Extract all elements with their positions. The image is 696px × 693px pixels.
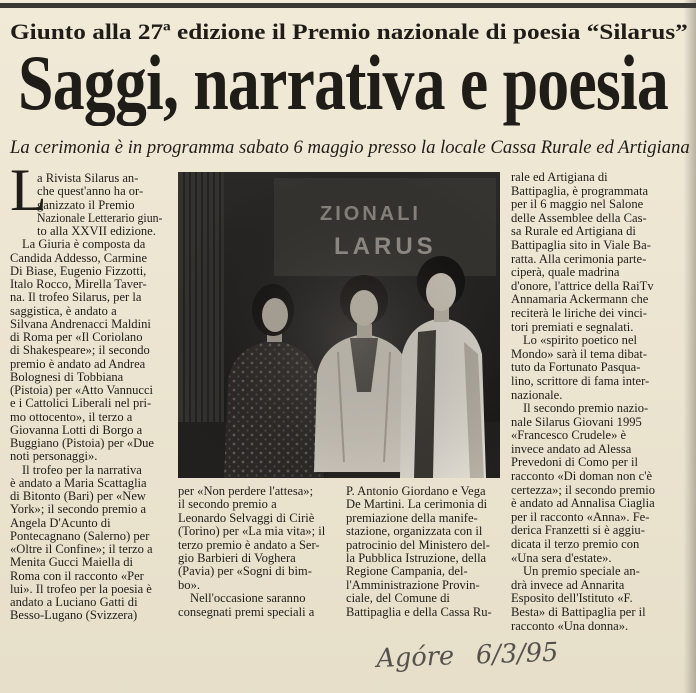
text-line xyxy=(346,539,500,552)
text-line-content: andato a Luciano Gatti di xyxy=(10,595,138,609)
text-line xyxy=(10,596,163,609)
ceremony-photo xyxy=(178,172,500,478)
text-line-content: nazionale. xyxy=(511,387,563,402)
text-line-content: P. Antonio Giordano e Vega xyxy=(346,484,486,498)
text-line xyxy=(511,416,685,430)
text-line-content: dicata il terzo premio con xyxy=(511,537,640,552)
text-line xyxy=(511,524,685,538)
text-line-content: di Bitonto (Bari) per «New xyxy=(10,489,146,503)
text-line-content: Buggiano (Pistoia) per «Due xyxy=(10,436,154,450)
text-line xyxy=(346,552,500,565)
text-line xyxy=(523,334,685,348)
text-line-content: nale Silarus Giovani 1995 xyxy=(511,414,642,429)
top-rule xyxy=(0,3,696,8)
text-line-content: mo ottocento», il terzo a xyxy=(10,409,133,424)
text-line-content: Annamaria Ackermann che xyxy=(511,292,649,307)
text-line-content: Il secondo premio nazio- xyxy=(523,401,649,416)
text-line xyxy=(511,538,685,552)
text-line-content: «Oltre il Confine»; il terzo a xyxy=(10,542,153,556)
text-line xyxy=(10,530,163,543)
text-line xyxy=(10,411,163,424)
text-line xyxy=(37,199,163,212)
text-line-content: De Martini. La cerimonia di xyxy=(346,497,488,512)
text-line-content: lui». Il trofeo per la poesia è xyxy=(10,581,152,596)
text-line-content: Besso-Lugano (Svizzera) xyxy=(10,608,138,623)
text-line-content: bo». xyxy=(178,577,201,592)
text-line-content: certezza»; il secondo premio xyxy=(511,482,656,497)
text-line-content: Nell'occasione saranno xyxy=(190,591,306,606)
text-line-content: Il trofeo per la narrativa xyxy=(22,462,142,477)
text-line-content: il secondo premio a xyxy=(178,497,277,512)
text-line-content: na. Il trofeo Silarus, per la xyxy=(10,290,142,305)
text-line-content: d'onore, l'attrice della RaiTv xyxy=(511,278,654,293)
text-line xyxy=(10,371,163,384)
text-line-content: ratta. Alla cerimonia parte- xyxy=(511,251,647,266)
text-line-content: gio Barbieri di Voghera xyxy=(178,551,296,566)
text-line-content: che quest'anno ha or- xyxy=(37,184,144,199)
text-line xyxy=(511,293,685,307)
text-line xyxy=(511,266,685,280)
text-line xyxy=(346,565,500,578)
text-line-content: (Pistoia) per «Atto Vannucci xyxy=(10,383,154,397)
text-line-content: York»; il secondo premio a xyxy=(10,502,147,517)
text-line-content: è andato ad Annalisa Ciaglia xyxy=(511,496,655,511)
text-line-content: (Pavia) per «Sogni di bim- xyxy=(178,564,312,579)
text-line-content: Regione Campania, del- xyxy=(346,564,468,579)
text-line-content: Mondo» sarà il tema dibat- xyxy=(511,346,648,361)
text-line xyxy=(10,265,163,278)
text-line xyxy=(10,503,163,516)
text-line-content: patrocinio del Ministero del- xyxy=(346,537,490,552)
text-line-content: ciale, del Comune di xyxy=(346,591,450,606)
text-line xyxy=(10,556,163,569)
text-line xyxy=(511,321,685,335)
text-line xyxy=(178,579,333,592)
text-line-content: saggistica, è andato a xyxy=(10,303,117,318)
text-line xyxy=(511,620,685,634)
text-line xyxy=(511,253,685,267)
text-line-content: per il racconto «Anna». Fe- xyxy=(511,509,650,524)
text-line xyxy=(10,570,163,583)
text-line-content: per «Non perdere l'attesa»; xyxy=(178,484,314,498)
text-line-content: Pontecagnano (Salerno) per xyxy=(10,528,150,543)
text-line xyxy=(10,490,163,503)
text-line xyxy=(37,212,163,225)
text-line-content: Lo «spirito poetico nel xyxy=(523,333,638,348)
text-line xyxy=(190,592,333,605)
text-line-content: reciterà le liriche dei vinci- xyxy=(511,305,647,320)
text-line xyxy=(10,384,163,397)
text-line-content: Battipaglia e della Cassa Ru- xyxy=(346,604,492,619)
text-line xyxy=(178,512,333,525)
text-line xyxy=(346,512,500,525)
text-line xyxy=(511,579,685,593)
text-line-content: La Giuria è composta da xyxy=(22,237,146,252)
text-line xyxy=(511,456,685,470)
text-line-content: stazione, organizzata con il xyxy=(346,524,483,539)
text-line xyxy=(511,443,685,457)
handwritten-source-date: Agóre 6/3/95 xyxy=(376,637,559,674)
text-line-content: Nazionale Letterario giun- xyxy=(37,210,163,225)
text-line xyxy=(511,361,685,375)
text-line xyxy=(178,565,333,578)
text-line xyxy=(511,225,685,239)
text-line xyxy=(511,552,685,566)
text-line-content: Candida Addesso, Carmine xyxy=(10,250,148,265)
text-line xyxy=(10,517,163,530)
text-line xyxy=(511,389,685,403)
article-column-2 xyxy=(178,485,333,619)
text-line-content: Di Biase, Eugenio Fizzotti, xyxy=(10,263,147,278)
text-line-content: Leonardo Selvaggi di Ciriè xyxy=(178,510,315,525)
text-line xyxy=(511,375,685,389)
text-line xyxy=(178,539,333,552)
text-line-content: delle Assemblee della Cas- xyxy=(511,210,647,225)
text-line-content: è andato a Maria Scattaglia xyxy=(10,475,147,490)
text-line xyxy=(511,497,685,511)
text-line xyxy=(10,331,163,344)
text-line xyxy=(10,318,163,331)
text-line xyxy=(346,525,500,538)
text-line xyxy=(346,592,500,605)
text-line xyxy=(511,212,685,226)
text-line-content: rale ed Artigiana di xyxy=(511,170,608,184)
text-line xyxy=(22,238,163,251)
text-line-content: consegnati premi speciali a xyxy=(178,604,315,619)
text-line-content: ganizzato il Premio xyxy=(37,197,135,212)
text-line xyxy=(511,606,685,620)
text-line-content: Italo Rocco, Mirella Taver- xyxy=(10,277,147,291)
text-line xyxy=(10,397,163,410)
text-line-content: a Rivista Silarus an- xyxy=(37,171,139,185)
drop-cap: L xyxy=(10,157,47,223)
text-line-content: Un premio speciale an- xyxy=(523,564,640,579)
text-line xyxy=(511,348,685,362)
text-line-content: per il 6 maggio nel Salone xyxy=(511,197,644,212)
text-line-content: Silvana Andrenacci Maldini xyxy=(10,316,151,331)
text-line xyxy=(37,225,163,238)
text-line xyxy=(10,543,163,556)
text-line xyxy=(511,511,685,525)
text-line-content: e i Cattolici Liberali nel pri- xyxy=(10,396,152,411)
text-line-content: premio è andato ad Andrea xyxy=(10,356,146,371)
text-line-content: drà invece ad Annarita xyxy=(511,577,625,592)
text-line xyxy=(10,424,163,437)
text-line xyxy=(10,450,163,463)
text-line xyxy=(10,278,163,291)
text-line xyxy=(22,464,163,477)
text-line-content: terzo premio è andato a Ser- xyxy=(178,537,320,552)
text-line-content: invece andato ad Alessa xyxy=(511,441,632,456)
text-line-content: (Torino) per «La mia vita»; il xyxy=(178,524,326,539)
text-line-content: Roma con il racconto «Per xyxy=(10,568,144,583)
text-line xyxy=(511,280,685,294)
text-line xyxy=(10,291,163,304)
text-line-content: Battipaglia sito in Viale Ba- xyxy=(511,237,651,252)
text-line-content: «Francesco Crudele» è xyxy=(511,428,627,443)
text-line-content: la Pubblica Istruzione, della xyxy=(346,551,487,566)
text-line xyxy=(511,470,685,484)
headline: Saggi, narrativa e poesia xyxy=(18,39,668,126)
text-line-content: to alla XXVII edizione. xyxy=(37,224,156,238)
text-line-content: Bolognesi di Tobbiana xyxy=(10,369,124,384)
text-line xyxy=(10,477,163,490)
text-line xyxy=(178,606,333,619)
text-line xyxy=(178,525,333,538)
text-line-content: Prevedoni di Como per il xyxy=(511,455,638,470)
text-line-content: ciperà, quale madrina xyxy=(511,265,620,280)
text-line xyxy=(178,552,333,565)
text-line xyxy=(10,252,163,265)
flash-light xyxy=(178,172,500,478)
text-line xyxy=(10,609,163,622)
text-line-content: noti personaggi». xyxy=(10,449,98,464)
text-line xyxy=(178,498,333,511)
text-line xyxy=(511,592,685,606)
text-line xyxy=(10,358,163,371)
text-line-content: Battipaglia, è programmata xyxy=(511,183,649,198)
text-line-content: sa Rurale ed Artigiana di xyxy=(511,224,636,239)
text-line xyxy=(10,305,163,318)
text-line xyxy=(523,402,685,416)
text-line xyxy=(511,239,685,253)
text-line-content: racconto «Una donna». xyxy=(511,618,629,633)
text-line-content: racconto «Di doman non c'è xyxy=(511,469,653,484)
text-line xyxy=(178,485,333,498)
text-line-content: premiazione della manife- xyxy=(346,510,478,525)
text-line-content: Angela D'Acunto di xyxy=(10,515,111,530)
text-line xyxy=(523,565,685,579)
text-line-content: Giovanna Lotti di Borgo a xyxy=(10,422,143,437)
text-line-content: Menita Gucci Maiella di xyxy=(10,555,134,570)
text-line-content: lino, scrittore di fama inter- xyxy=(511,373,650,388)
text-line-content: «Una sera d'estate». xyxy=(511,550,612,565)
text-line xyxy=(37,172,163,185)
text-line xyxy=(10,344,163,357)
text-line xyxy=(37,185,163,198)
text-line xyxy=(511,185,685,199)
text-line xyxy=(10,437,163,450)
text-line xyxy=(511,307,685,321)
text-line xyxy=(346,579,500,592)
text-line xyxy=(511,171,685,185)
text-line xyxy=(346,485,500,498)
article-column-4 xyxy=(511,171,685,633)
text-line-content: derica Franzetti si è aggiu- xyxy=(511,523,645,538)
text-line xyxy=(511,198,685,212)
text-line xyxy=(346,498,500,511)
text-line-content: tori premiati e segnalati. xyxy=(511,319,634,334)
article-column-1 xyxy=(10,157,163,623)
text-line-content: di Shakespeare»; il secondo xyxy=(10,343,150,358)
text-line xyxy=(511,429,685,443)
text-line-content: Besta» di Battipaglia per il xyxy=(511,605,646,619)
subheadline: La cerimonia è in programma sabato 6 maggio presso la locale Cassa Rurale ed Artigiana xyxy=(10,137,690,158)
text-line-content: di Roma per «Il Coriolano xyxy=(10,330,143,344)
text-line xyxy=(346,606,500,619)
text-line-content: l'Amministrazione Provin- xyxy=(346,577,480,592)
text-line xyxy=(511,484,685,498)
article-column-3 xyxy=(346,485,500,619)
kicker-heading: Giunto alla 27ª edizione il Premio nazionale di poesia “Silarus” xyxy=(10,19,688,44)
text-line-content: Esposito dell'Istituto «F. xyxy=(511,591,633,606)
text-line xyxy=(10,583,163,596)
text-line-content: tuto da Fortunato Pasqua- xyxy=(511,360,641,375)
